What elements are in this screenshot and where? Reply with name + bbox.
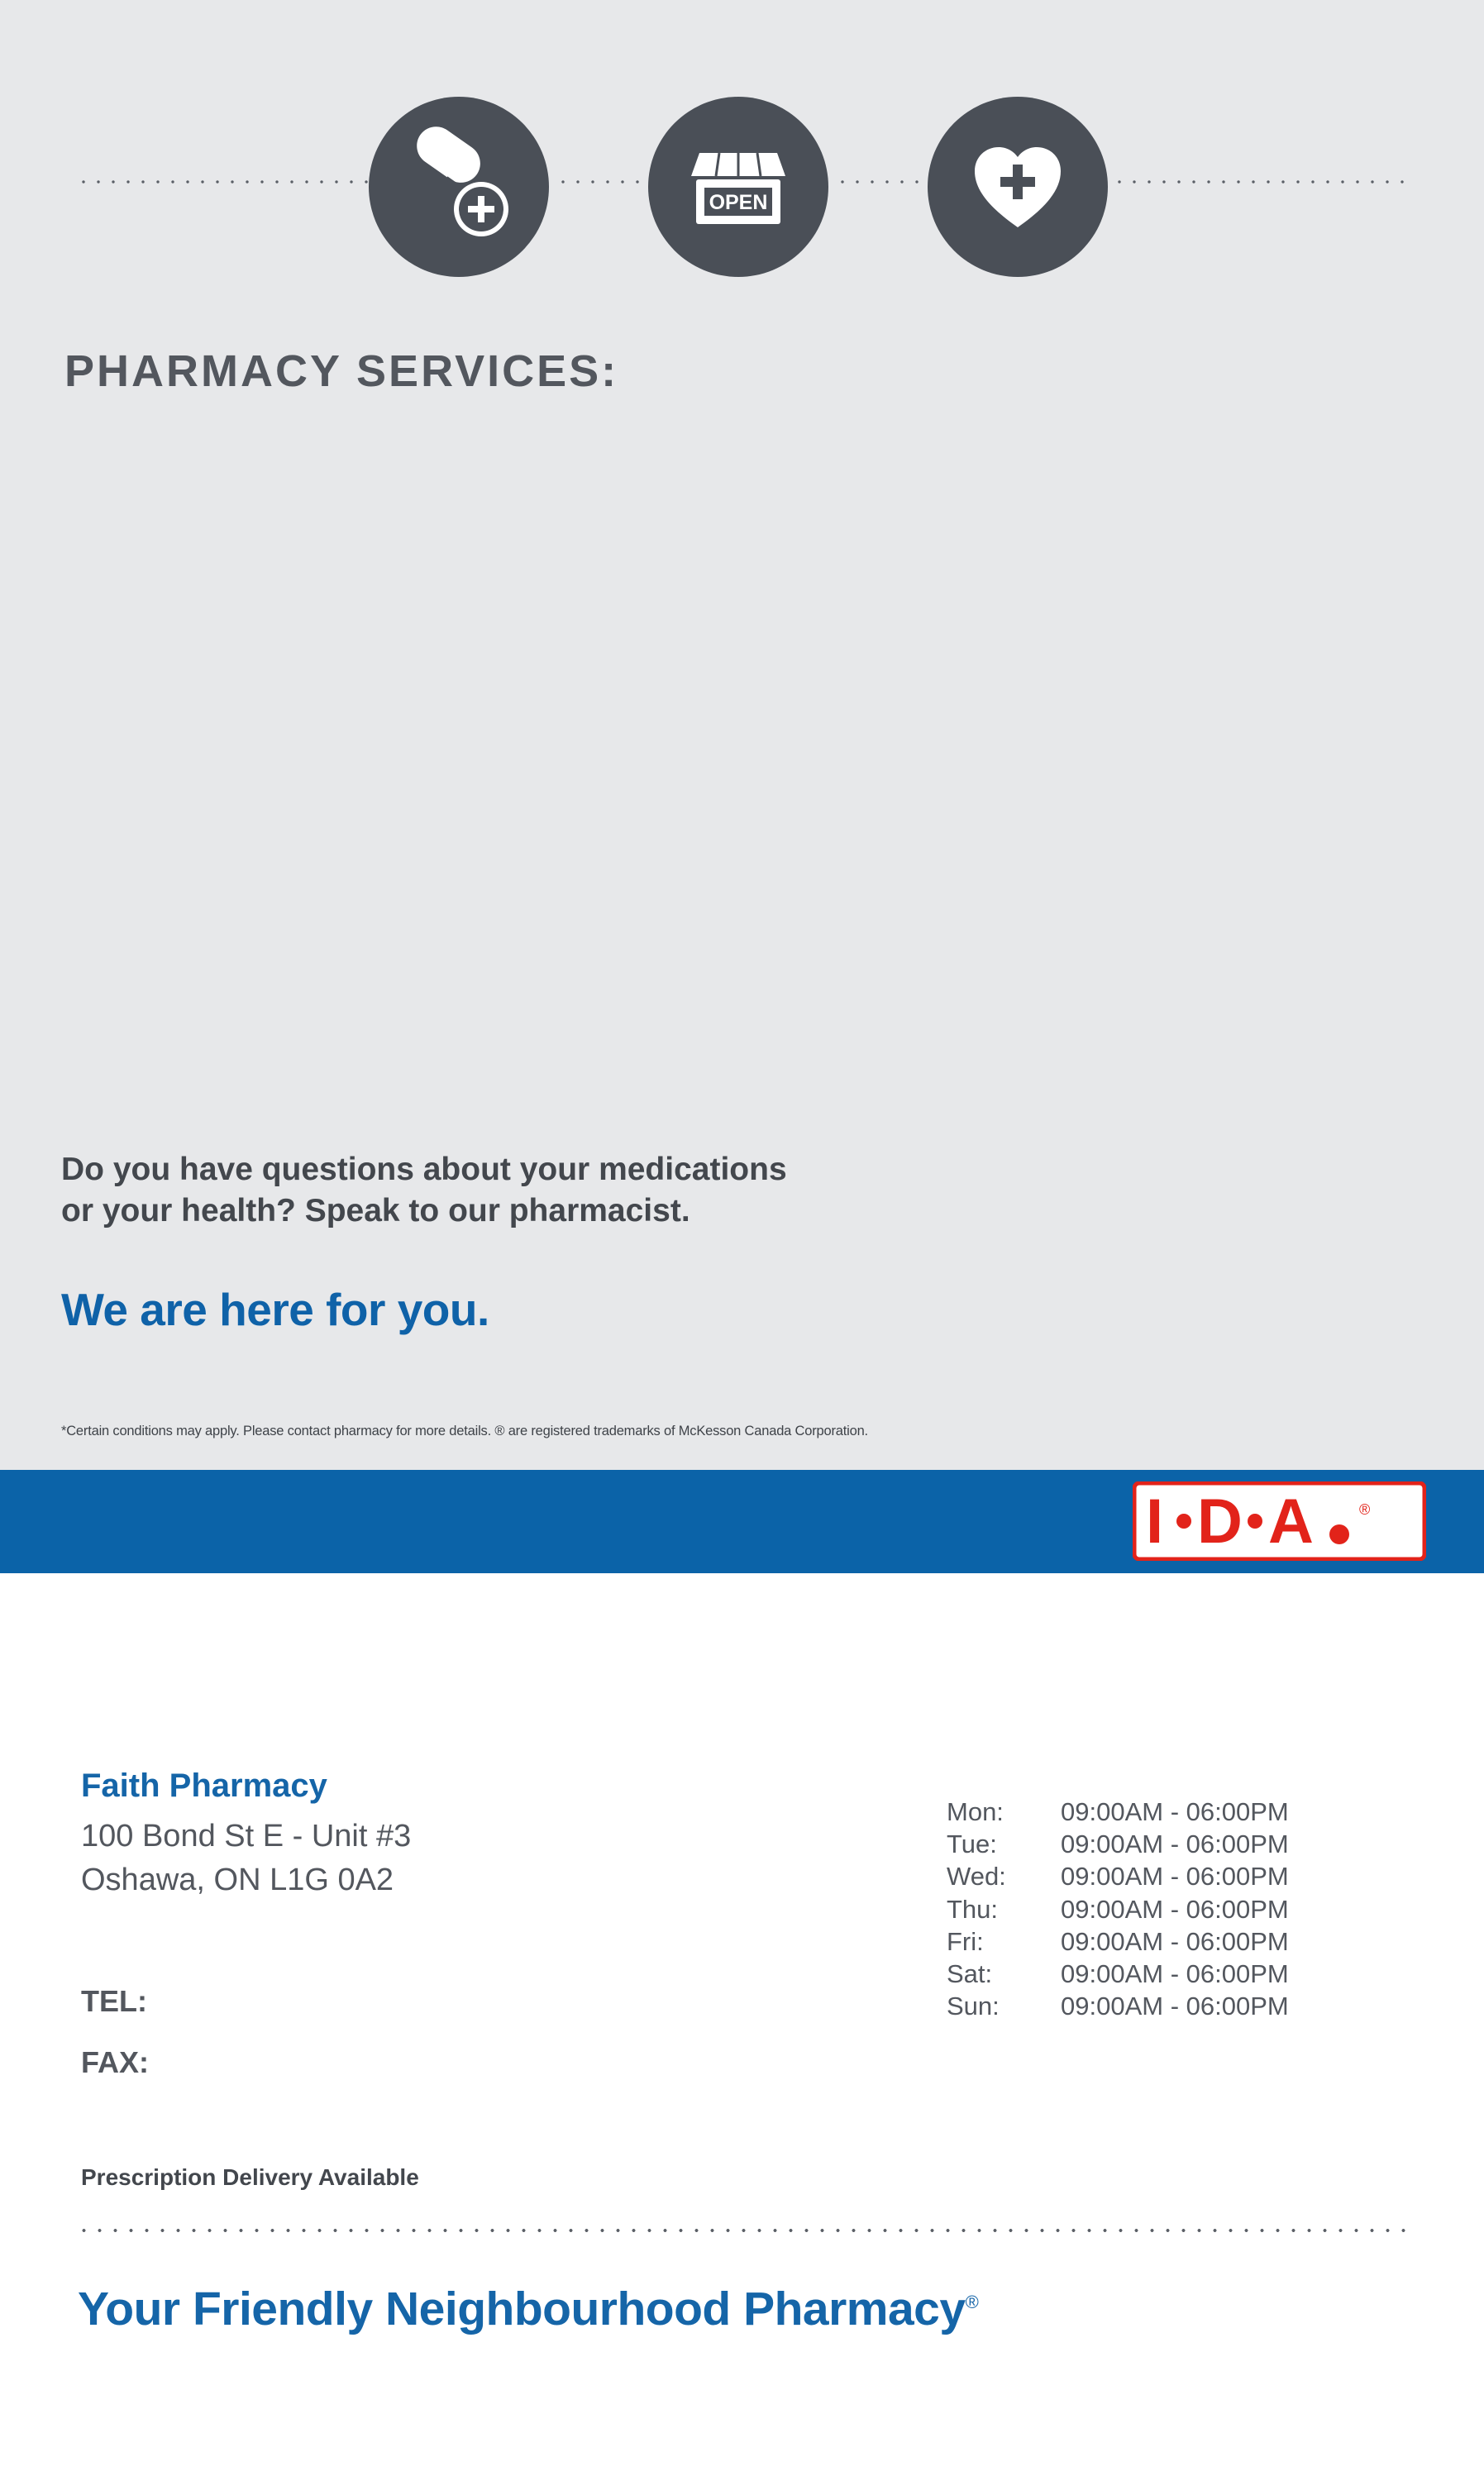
hours-day: Wed: [947, 1862, 1006, 1892]
hours-day: Sat: [947, 1959, 993, 1989]
hours-row [947, 1860, 1443, 1892]
store-hours [947, 1796, 1443, 2022]
pills-plus-icon [369, 97, 549, 277]
footer-slogan-text: Your Friendly Neighbourhood Pharmacy [78, 2283, 966, 2335]
dotted-divider [76, 2227, 1409, 2234]
storefront-open-icon [648, 97, 828, 277]
dotted-rule-left [76, 179, 374, 184]
svg-text:®: ® [1359, 1501, 1371, 1518]
hours-row [947, 1990, 1443, 2022]
question-line-1: Do you have questions about your medications [61, 1152, 787, 1187]
icon-strip [0, 87, 1484, 277]
hours-day: Thu: [947, 1894, 999, 1924]
brand-bar [0, 1470, 1484, 1573]
hours-time: 09:00AM - 06:00PM [1061, 1797, 1289, 1826]
hours-day: Sun: [947, 1992, 1000, 2021]
hours-row [947, 1796, 1443, 1828]
registered-mark: ® [965, 2292, 979, 2312]
hours-day: Mon: [947, 1797, 1004, 1826]
dotted-rule-mid-left [556, 179, 655, 184]
footer-slogan [78, 2282, 978, 2336]
hours-row [947, 1828, 1443, 1860]
store-telephone [81, 1984, 147, 2019]
delivery-note: Prescription Delivery Available [81, 2164, 419, 2190]
hours-time: 09:00AM - 06:00PM [1061, 1926, 1289, 1956]
store-name: Faith Pharmacy [81, 1768, 327, 1804]
tagline: We are here for you. [61, 1284, 489, 1335]
hours-time: 09:00AM - 06:00PM [1061, 1992, 1289, 2021]
hours-time: 09:00AM - 06:00PM [1061, 1894, 1289, 1924]
heart-plus-icon [928, 97, 1108, 277]
hours-day: Fri: [947, 1926, 984, 1956]
svg-text:I: I [1146, 1486, 1162, 1557]
svg-text:A: A [1268, 1486, 1312, 1557]
disclaimer-text: *Certain conditions may apply. Please contact pharmacy for more details. ® are registered trademarks of McKesson Canada Corporation. [61, 1424, 868, 1438]
fax-label: FAX: [81, 2045, 150, 2079]
question-line-2: or your health? Speak to our pharmacist. [61, 1192, 690, 1228]
hours-time: 09:00AM - 06:00PM [1061, 1959, 1289, 1989]
store-fax [81, 2045, 149, 2080]
dotted-rule-right [1112, 179, 1410, 184]
dotted-rule-mid-right [835, 179, 934, 184]
store-address-line-2: Oshawa, ON L1G 0A2 [81, 1863, 394, 1897]
hours-row [947, 1958, 1443, 1990]
hours-row [947, 1925, 1443, 1958]
store-address-line-1: 100 Bond St E - Unit #3 [81, 1819, 412, 1853]
page-title: PHARMACY SERVICES: [64, 346, 619, 396]
svg-text:D: D [1197, 1486, 1241, 1557]
ida-logo [1133, 1481, 1426, 1561]
question-text [61, 1149, 1301, 1232]
svg-text:OPEN: OPEN [709, 191, 768, 214]
hours-time: 09:00AM - 06:00PM [1061, 1830, 1289, 1859]
hours-row [947, 1893, 1443, 1925]
hours-time: 09:00AM - 06:00PM [1061, 1862, 1289, 1892]
bottom-panel [0, 1573, 1484, 2476]
hours-day: Tue: [947, 1830, 997, 1859]
tel-label: TEL: [81, 1984, 147, 2018]
